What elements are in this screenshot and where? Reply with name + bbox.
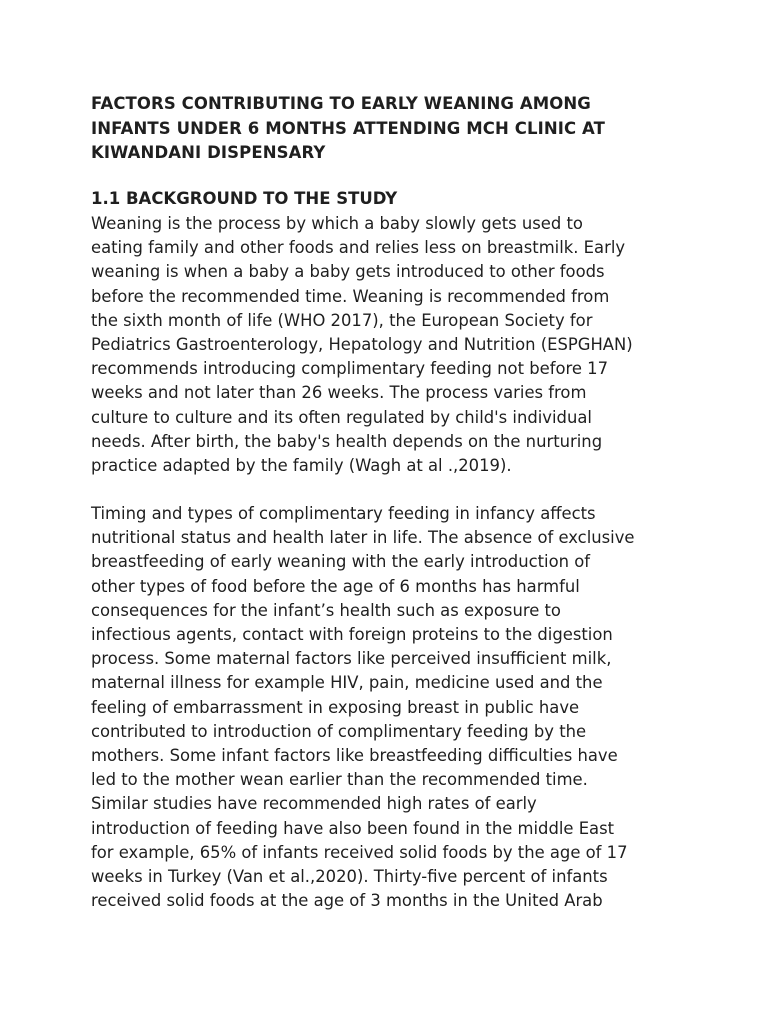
paragraph-line: infectious agents, contact with foreign proteins to the digestion xyxy=(91,625,613,645)
paragraph-line: practice adapted by the family (Wagh at al .,2019). xyxy=(91,456,512,476)
paragraph-line: weeks and not later than 26 weeks. The process varies from xyxy=(91,383,587,403)
paragraph-line: maternal illness for example HIV, pain, medicine used and the xyxy=(91,673,603,693)
paragraph-line: for example, 65% of infants received solid foods by the age of 17 xyxy=(91,842,628,862)
section-heading: 1.1 BACKGROUND TO THE STUDY xyxy=(91,189,398,208)
paragraph-line: culture to culture and its often regulated by child's individual xyxy=(91,407,592,427)
title-line: INFANTS UNDER 6 MONTHS ATTENDING MCH CLINIC AT xyxy=(91,118,605,138)
paragraph-line: nutritional status and health later in life. The absence of exclusive xyxy=(91,528,635,548)
paragraph-line: other types of food before the age of 6 months has harmful xyxy=(91,576,580,596)
paragraph-line: Pediatrics Gastroenterology, Hepatology and Nutrition (ESPGHAN) xyxy=(91,335,633,355)
paragraph-line: needs. After birth, the baby's health depends on the nurturing xyxy=(91,431,603,451)
paragraph-line: feeling of embarrassment in exposing breast in public have xyxy=(91,697,580,717)
paragraph-background xyxy=(91,212,691,478)
paragraph-line: contributed to introduction of complimentary feeding by the xyxy=(91,721,587,741)
paragraph-line: Similar studies have recommended high rates of early xyxy=(91,794,537,814)
paragraph-line: process. Some maternal factors like perceived insufficient milk, xyxy=(91,649,612,669)
paragraph-line: weeks in Turkey (Van et al.,2020). Thirty-five percent of infants xyxy=(91,867,608,887)
paragraph-line: before the recommended time. Weaning is recommended from xyxy=(91,286,610,306)
title-line: KIWANDANI DISPENSARY xyxy=(91,143,326,162)
paragraph-line: breastfeeding of early weaning with the early introduction of xyxy=(91,552,591,572)
paragraph-line: mothers. Some infant factors like breastfeeding difficulties have xyxy=(91,746,618,766)
paragraph-timing xyxy=(91,502,691,913)
paragraph-line: weaning is when a baby a baby gets introduced to other foods xyxy=(91,262,605,282)
paragraph-line: recommends introducing complimentary feeding not before 17 xyxy=(91,359,609,379)
paragraph-line: eating family and other foods and relies less on breastmilk. Early xyxy=(91,238,626,258)
paragraph-line: introduction of feeding have also been found in the middle East xyxy=(91,818,615,838)
title-line: FACTORS CONTRIBUTING TO EARLY WEANING AMONG xyxy=(91,94,591,113)
paragraph-line: Weaning is the process by which a baby slowly gets used to xyxy=(91,214,583,233)
paragraph-line: consequences for the infant’s health such as exposure to xyxy=(91,600,561,620)
paragraph-line: received solid foods at the age of 3 months in the United Arab xyxy=(91,891,603,911)
paragraph-line: led to the mother wean earlier than the recommended time. xyxy=(91,770,588,790)
document-title xyxy=(91,92,691,166)
paragraph-line: the sixth month of life (WHO 2017), the European Society for xyxy=(91,310,593,330)
paragraph-line: Timing and types of complimentary feeding in infancy affects xyxy=(91,504,596,523)
